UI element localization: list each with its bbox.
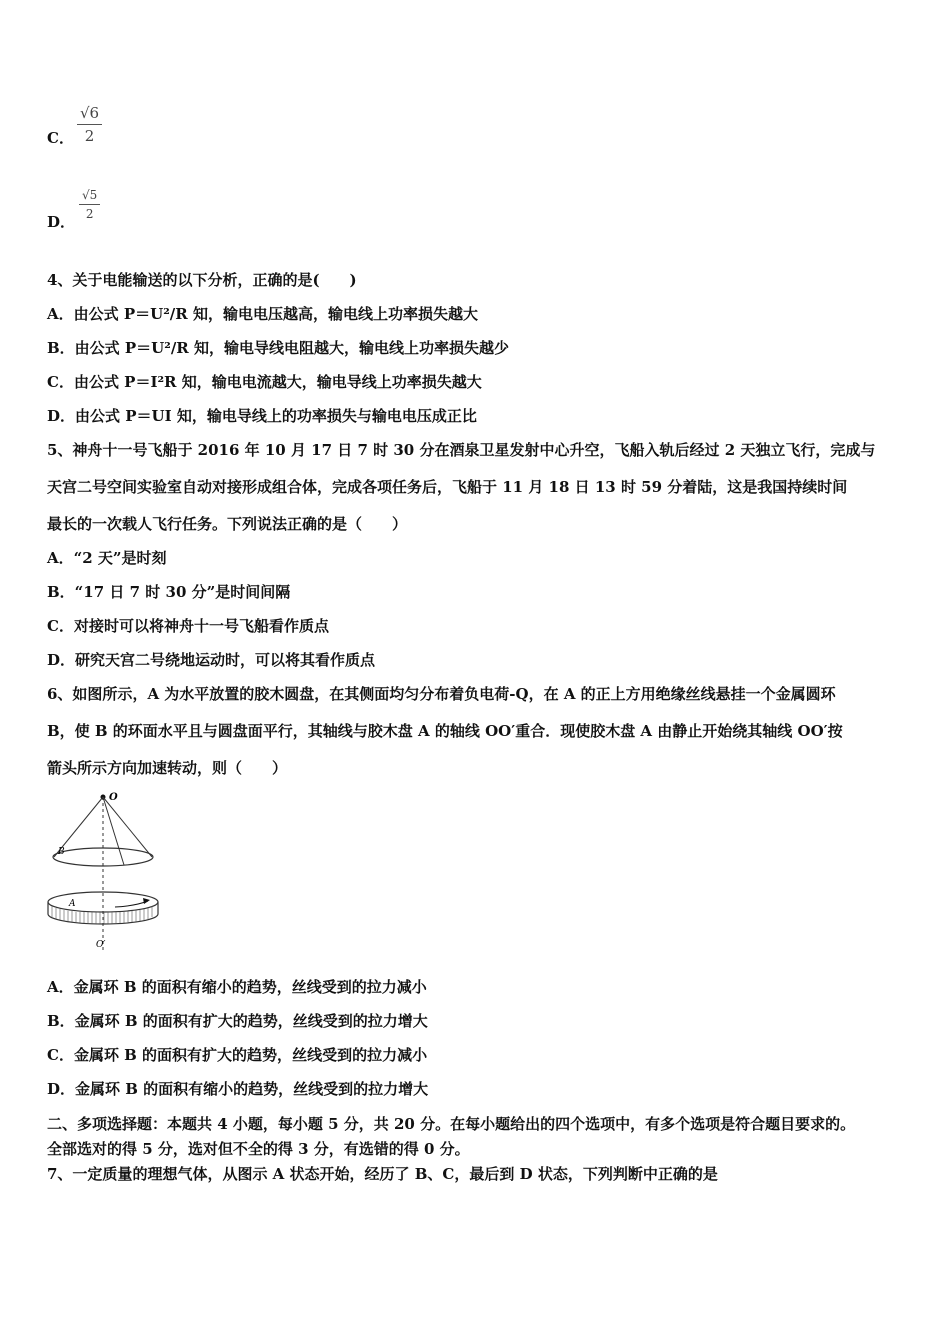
question-4-stem: 4、关于电能输送的以下分析，正确的是( ): [47, 271, 357, 289]
question-5-stem-line1: 5、神舟十一号飞船于 2016 年 10 月 17 日 7 时 30 分在酒泉卫星发射中心升空，飞船入轨后经过 2 天独立飞行，完成与: [47, 441, 876, 459]
question-6-stem-line2: B，使 B 的环面水平且与圆盘面平行，其轴线与胶木盘 A 的轴线 OO′重合．现使胶木盘 A 由静止开始绕其轴线 OO′按: [47, 722, 843, 740]
section-2-heading-line2: 全部选对的得 5 分，选对但不全的得 3 分，有选错的得 0 分。: [47, 1140, 470, 1158]
section-2-heading-line1: 二、多项选择题：本题共 4 小题，每小题 5 分，共 20 分。在每小题给出的四个选项中，有多个选项是符合题目要求的。: [47, 1115, 856, 1133]
fraction-sqrt5-over-2: [79, 188, 100, 221]
question-6-option-c: C．金属环 B 的面积有扩大的趋势，丝线受到的拉力减小: [47, 1046, 428, 1064]
question-6-stem-line1: 6、如图所示，A 为水平放置的胶木圆盘，在其侧面均匀分布着负电荷-Q，在 A 的正上方用绝缘丝线悬挂一个金属圆环: [47, 685, 836, 703]
label-a: A: [69, 899, 76, 909]
arrow-head: [143, 898, 150, 904]
label-o-prime: O′: [96, 940, 106, 950]
fraction-sqrt6-over-2: [77, 104, 102, 145]
question-4-option-b: B．由公式 P＝U²/R 知，输电导线电阻越大，输电线上功率损失越少: [47, 339, 509, 357]
question-5-stem-line2: 天宫二号空间实验室自动对接形成组合体，完成各项任务后，飞船于 11 月 18 日 13 时 59 分着陆，这是我国持续时间: [47, 478, 848, 496]
question-5-option-c: C．对接时可以将神舟十一号飞船看作质点: [47, 617, 329, 635]
option-c-label: C．: [47, 129, 74, 147]
question-5-option-b: B．“17 日 7 时 30 分”是时间间隔: [47, 583, 291, 601]
fraction-denominator: 2: [85, 207, 94, 221]
question-4-option-d: D．由公式 P＝UI 知，输电导线上的功率损失与输电电压成正比: [47, 407, 477, 425]
question-6-option-d: D．金属环 B 的面积有缩小的趋势，丝线受到的拉力增大: [47, 1080, 429, 1098]
question-4-option-c: C．由公式 P＝I²R 知，输电电流越大，输电导线上功率损失越大: [47, 373, 482, 391]
label-b: B: [58, 847, 65, 857]
fraction-denominator: 2: [84, 127, 95, 145]
label-o: O: [109, 792, 118, 803]
question-5-stem-line3: 最长的一次载人飞行任务。下列说法正确的是（ ）: [47, 515, 408, 533]
question-4-option-a: A．由公式 P＝U²/R 知，输电电压越高，输电线上功率损失越大: [47, 305, 478, 323]
question-6-option-b: B．金属环 B 的面积有扩大的趋势，丝线受到的拉力增大: [47, 1012, 428, 1030]
question-6-stem-line3: 箭头所示方向加速转动，则（ ）: [47, 759, 288, 777]
disc-and-ring-figure: [40, 785, 170, 955]
option-d-label: D．: [47, 213, 76, 231]
question-6-option-a: A．金属环 B 的面积有缩小的趋势，丝线受到的拉力减小: [47, 978, 427, 996]
question-5-option-a: A．“2 天”是时刻: [47, 549, 167, 567]
fraction-bar: [79, 204, 100, 205]
thread-front: [103, 797, 124, 865]
rotation-arrow: [115, 901, 148, 907]
fraction-numerator: √6: [80, 104, 100, 122]
question-7-stem: 7、一定质量的理想气体，从图示 A 状态开始，经历了 B、C，最后到 D 状态，下列判断中正确的是: [47, 1165, 718, 1183]
question-5-option-d: D．研究天宫二号绕地运动时，可以将其看作质点: [47, 651, 376, 669]
fraction-bar: [77, 124, 102, 125]
fraction-numerator: √5: [82, 188, 98, 202]
